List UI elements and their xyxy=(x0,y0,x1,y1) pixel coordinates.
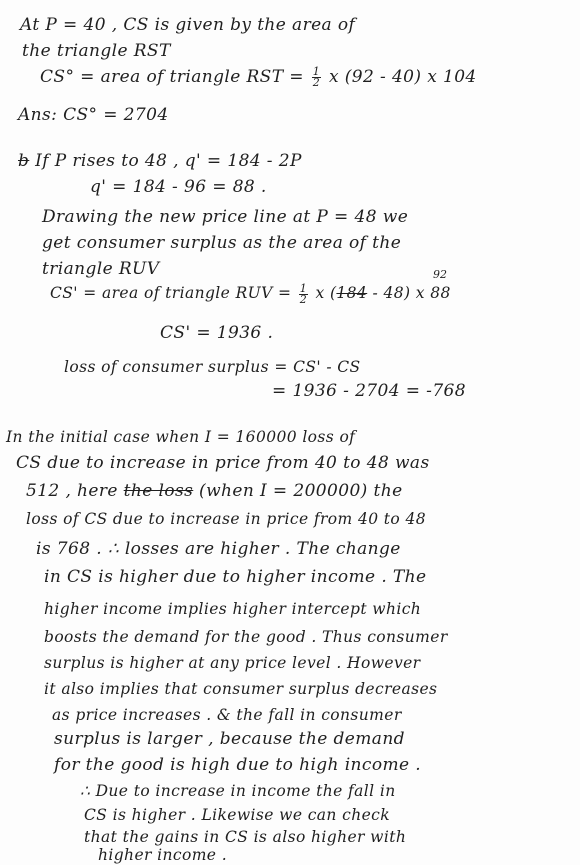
fraction-denominator-2: 2 xyxy=(299,292,308,306)
line-quantity-88: q' = 184 - 96 = 88 . xyxy=(90,177,267,197)
part-b-label: b xyxy=(18,151,30,171)
line-cs-given-by-area: At P = 40 , CS is given by the area of xyxy=(20,15,356,35)
para-line-5: is 768 . ∴ losses are higher . The change xyxy=(36,539,401,559)
para-line-12: surplus is larger , because the demand xyxy=(54,729,405,749)
para-line-3-end: (when I = 200000) the xyxy=(193,481,403,501)
line-get-consumer-surplus: get consumer surplus as the area of the xyxy=(42,233,402,253)
cs1-formula-rest: - 48) x 88 xyxy=(367,284,451,302)
price-rises-text: If P rises to 48 , q' = 184 - 2P xyxy=(35,151,302,171)
fraction-denominator: 2 xyxy=(312,76,321,89)
para-line-3-start: 512 , here xyxy=(26,481,124,501)
half-fraction xyxy=(312,67,321,88)
para-line-17: higher income . xyxy=(98,846,228,864)
para-line-2: CS due to increase in price from 40 to 48 was xyxy=(16,453,430,473)
para-line-11: as price increases . & the fall in consumer xyxy=(52,706,402,724)
cs0-formula-product: x (92 - 40) x 104 xyxy=(328,67,477,87)
line-loss-of-cs: loss of consumer surplus = CS' - CS xyxy=(64,358,361,376)
line-answer-cs0: Ans: CS° = 2704 xyxy=(18,105,169,125)
half-fraction-2 xyxy=(299,281,308,306)
para-line-8: boosts the demand for the good . Thus consumer xyxy=(44,628,448,646)
para-line-6: in CS is higher due to higher income . The xyxy=(44,567,427,587)
para-line-13: for the good is high due to high income . xyxy=(54,755,422,775)
line-triangle-ruv: triangle RUV xyxy=(42,259,160,279)
line-price-rises xyxy=(18,150,302,172)
para-line-4: loss of CS due to increase in price from 40 to 48 xyxy=(26,510,427,528)
para-line-7: higher income implies higher intercept which xyxy=(44,600,422,618)
cs1-formula-text: CS' = area of triangle RUV = xyxy=(50,284,292,302)
para-line-3 xyxy=(26,480,403,502)
para-line-1: In the initial case when I = 160000 loss of xyxy=(6,428,356,446)
line-cs0-formula xyxy=(40,66,477,88)
line-cs1-value: CS' = 1936 . xyxy=(160,323,274,343)
line-drawing-new-price: Drawing the new price line at P = 48 we xyxy=(42,207,409,227)
line-loss-value: = 1936 - 2704 = -768 xyxy=(272,381,466,401)
correction-note-92: 92 xyxy=(433,268,447,281)
para-line-16: that the gains in CS is also higher with xyxy=(84,828,407,846)
cs1-formula-x: x ( xyxy=(315,284,337,302)
fraction-numerator: 1 xyxy=(312,65,321,78)
cs0-formula-text: CS° = area of triangle RST = xyxy=(40,67,304,87)
crossed-out-184: 184 xyxy=(336,284,368,302)
para-line-14: ∴ Due to increase in income the fall in xyxy=(80,782,396,800)
para-line-15: CS is higher . Likewise we can check xyxy=(84,806,391,824)
fraction-numerator-2: 1 xyxy=(299,281,308,295)
para-line-9: surplus is higher at any price level . However xyxy=(44,654,421,672)
line-triangle-rst: the triangle RST xyxy=(22,41,171,61)
para-line-10: it also implies that consumer surplus decreases xyxy=(44,680,438,698)
crossed-out-the-loss: the loss xyxy=(123,481,194,501)
line-cs1-formula xyxy=(50,282,451,305)
